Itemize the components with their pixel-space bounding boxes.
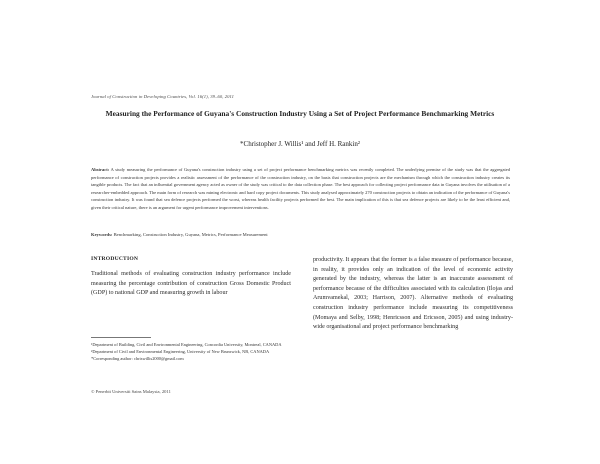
left-column	[91, 256, 291, 299]
copyright: © Penerbit Universiti Sains Malaysia, 2011	[91, 389, 171, 394]
abstract	[91, 166, 510, 212]
journal-citation: Journal of Construction in Developing Countries, Vol. 16(1), 39–60, 2011	[91, 94, 235, 99]
footnote-1: ¹Department of Building, Civil and Environmental Engineering, Concordia University, Montreal, CANADA	[91, 342, 282, 347]
footnote-corresponding: *Corresponding author: chriswillis2000@gmail.com	[91, 356, 184, 362]
keywords-label: Keywords:	[91, 232, 113, 237]
intro-paragraph-left: Traditional methods of evaluating construction industry performance include measuring the percentage contribution of construction Gross Domestic Product (GDP) to national GDP and measuring growth in labour	[91, 271, 291, 297]
section-heading: INTRODUCTION	[91, 256, 139, 262]
footnote-2: ²Department of Civil and Environmental Engineering, University of New Brunswick, NB, CANADA	[91, 349, 270, 355]
abstract-text: A study measuring the performance of Guyana's construction industry using a set of project performance benchmarking metrics was recently completed. The underlying premise of the study was that the aggregated performance of construction projects provides a realistic assessment of the performance of the construction industry, on the basis that construction projects are the mechanism through which the construction industry creates its tangible products. The fact that an influential government agency acted as owner of the study was critical to the data collection phase. The best approach for collecting project performance data in Guyana involves the utilisation of a researcher-embedded approach. The main form of research was mining electronic and hard copy project documents. This study analysed approximately 270 construction projects to obtain an indication of the performance of Guyana's construction industry. It was found that sea defence projects performed the worst, whereas health facility projects performed the best. The main implication of this is that sea defence projects are likely to be the least efficient and, given their critical nature, there is an argument for urgent performance improvement interventions.	[91, 167, 510, 210]
right-column	[313, 256, 513, 333]
footnotes	[91, 341, 291, 363]
footnote-divider	[91, 337, 151, 338]
authors: *Christopher J. Willis¹ and Jeff H. Rankin²	[240, 140, 360, 148]
keywords	[91, 232, 510, 237]
keywords-text: Benchmarking, Construction Industry, Guyana, Metrics, Performance Measurement	[113, 232, 268, 237]
paper-title: Measuring the Performance of Guyana's Construction Industry Using a Set of Project Performance Benchmarking Metrics	[105, 109, 495, 118]
abstract-label: Abstract:	[91, 167, 110, 172]
intro-paragraph-right: productivity. It appears that the former is a false measure of performance because, in reality, it provides only an indication of the level of economic activity generated by the industry, whereas the latter is an inaccurate assessment of performance because of the difficulties associated with its calculation (Ilojas and Arumvamekal, 2003; Harrison, 2007). Alternative methods of evaluating construction industry performance include measuring its competitiveness (Momaya and Selby, 1998; Henricsson and Ericsson, 2005) and using industry-wide organisational and project performance benchmarking	[313, 257, 513, 331]
